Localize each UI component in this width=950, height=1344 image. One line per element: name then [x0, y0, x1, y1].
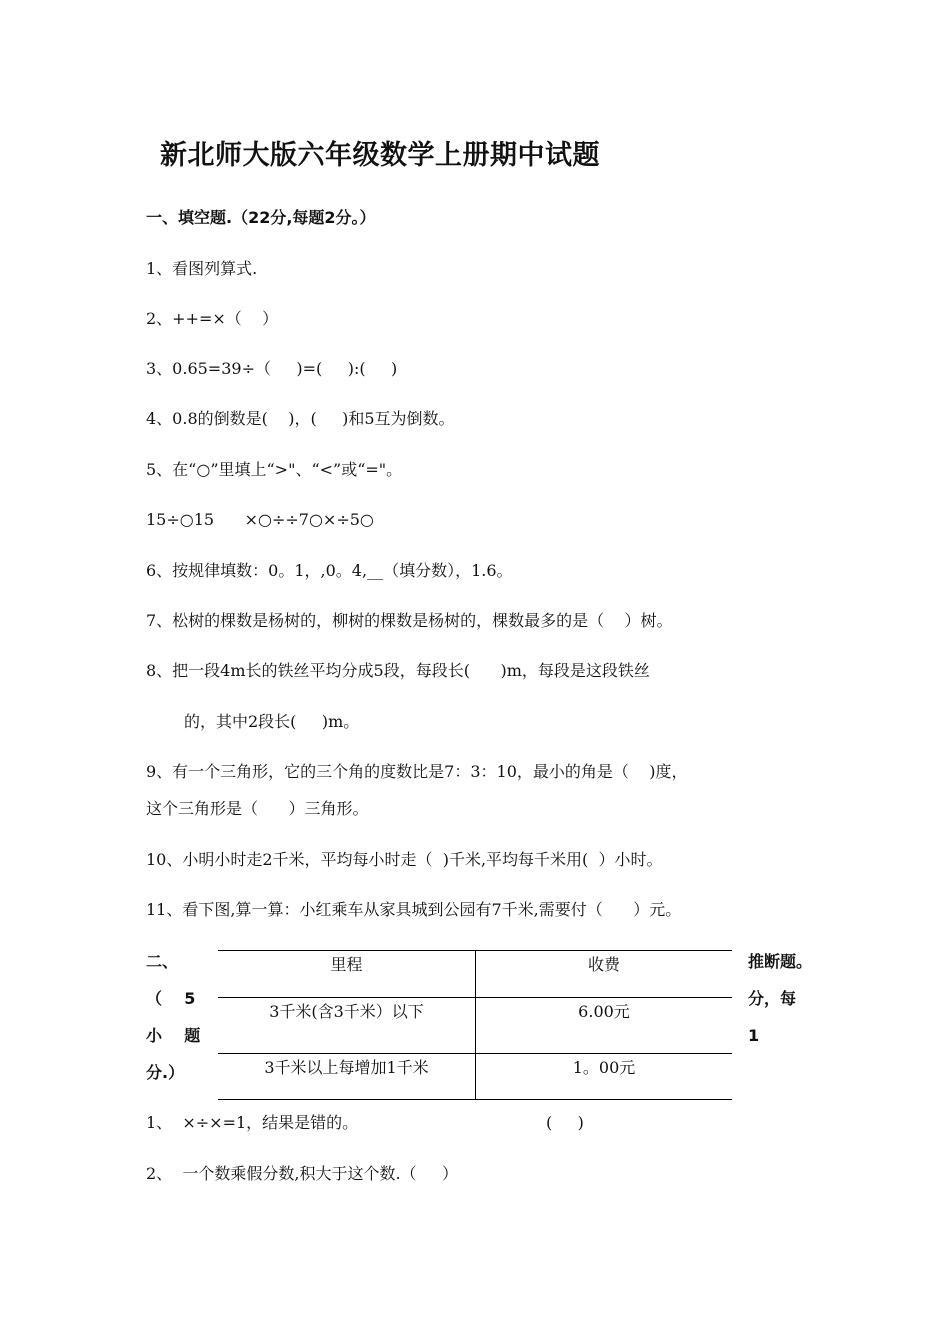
table-cell-fee-2: 1。00元: [572, 1058, 636, 1077]
section-2-heading-part-1: 二、: [146, 952, 179, 971]
section-1-heading: 一、填空题.（22分,每题2分。）: [146, 208, 376, 227]
question-3: 3、0.65=39÷（ )=( ):( ): [146, 359, 398, 378]
question-8-cont: 的，其中2段长( )m。: [184, 712, 360, 731]
question-10: 10、小明小时走2千米，平均每小时走（ )千米,平均每千米用( ）小时。: [146, 850, 663, 869]
section-2-heading-part-4: 分.）: [146, 1063, 185, 1082]
question-6: 6、按规律填数：0。1，,0。4,__（填分数），1.6。: [146, 561, 513, 580]
table-cell-distance-1: 3千米(含3千米）以下: [269, 1002, 424, 1021]
question-4: 4、0.8的倒数是( )，( )和5互为倒数。: [146, 409, 455, 428]
judge-question-2: 2、 一个数乘假分数,积大于这个数.（ ）: [146, 1164, 458, 1183]
question-9: 9、有一个三角形，它的三个角的度数比是7：3：10，最小的角是（ )度，: [146, 762, 688, 781]
page-title: 新北师大版六年级数学上册期中试题: [160, 140, 600, 171]
question-11: 11、看下图,算一算：小红乘车从家具城到公园有7千米,需要付（ ）元。: [146, 900, 682, 919]
question-7: 7、松树的棵数是杨树的，柳树的棵数是杨树的，棵数最多的是（ ）树。: [146, 611, 673, 630]
judge-question-1-answer-blank: ( ): [546, 1113, 584, 1132]
section-2-heading-part-3: 小 题: [146, 1026, 201, 1045]
question-1: 1、看图列算式.: [146, 259, 258, 278]
judge-question-1: 1、 ×÷×=1，结果是错的。: [146, 1113, 359, 1132]
section-2-heading-part-5: 推断题。: [748, 952, 813, 971]
section-2-heading-part-6: 分，每: [748, 989, 797, 1008]
question-2: 2、++=×（ ）: [146, 309, 279, 328]
table-cell-fee-1: 6.00元: [578, 1002, 630, 1021]
question-9-cont: 这个三角形是（ ）三角形。: [146, 799, 369, 818]
table-header-fee: 收费: [587, 955, 620, 974]
section-2-heading-part-2: （ 5: [146, 989, 196, 1008]
question-5-compare: 15÷○15 ×○÷÷7○×÷5○: [146, 510, 374, 529]
table-cell-distance-2: 3千米以上每增加1千米: [264, 1058, 429, 1077]
section-2-heading-part-7: 1: [748, 1026, 760, 1045]
table-header-distance: 里程: [330, 955, 363, 974]
question-5: 5、在“○”里填上“>"、“<”或“="。: [146, 460, 403, 479]
question-8: 8、把一段4m长的铁丝平均分成5段，每段长( )m，每段是这段铁丝: [146, 661, 650, 680]
